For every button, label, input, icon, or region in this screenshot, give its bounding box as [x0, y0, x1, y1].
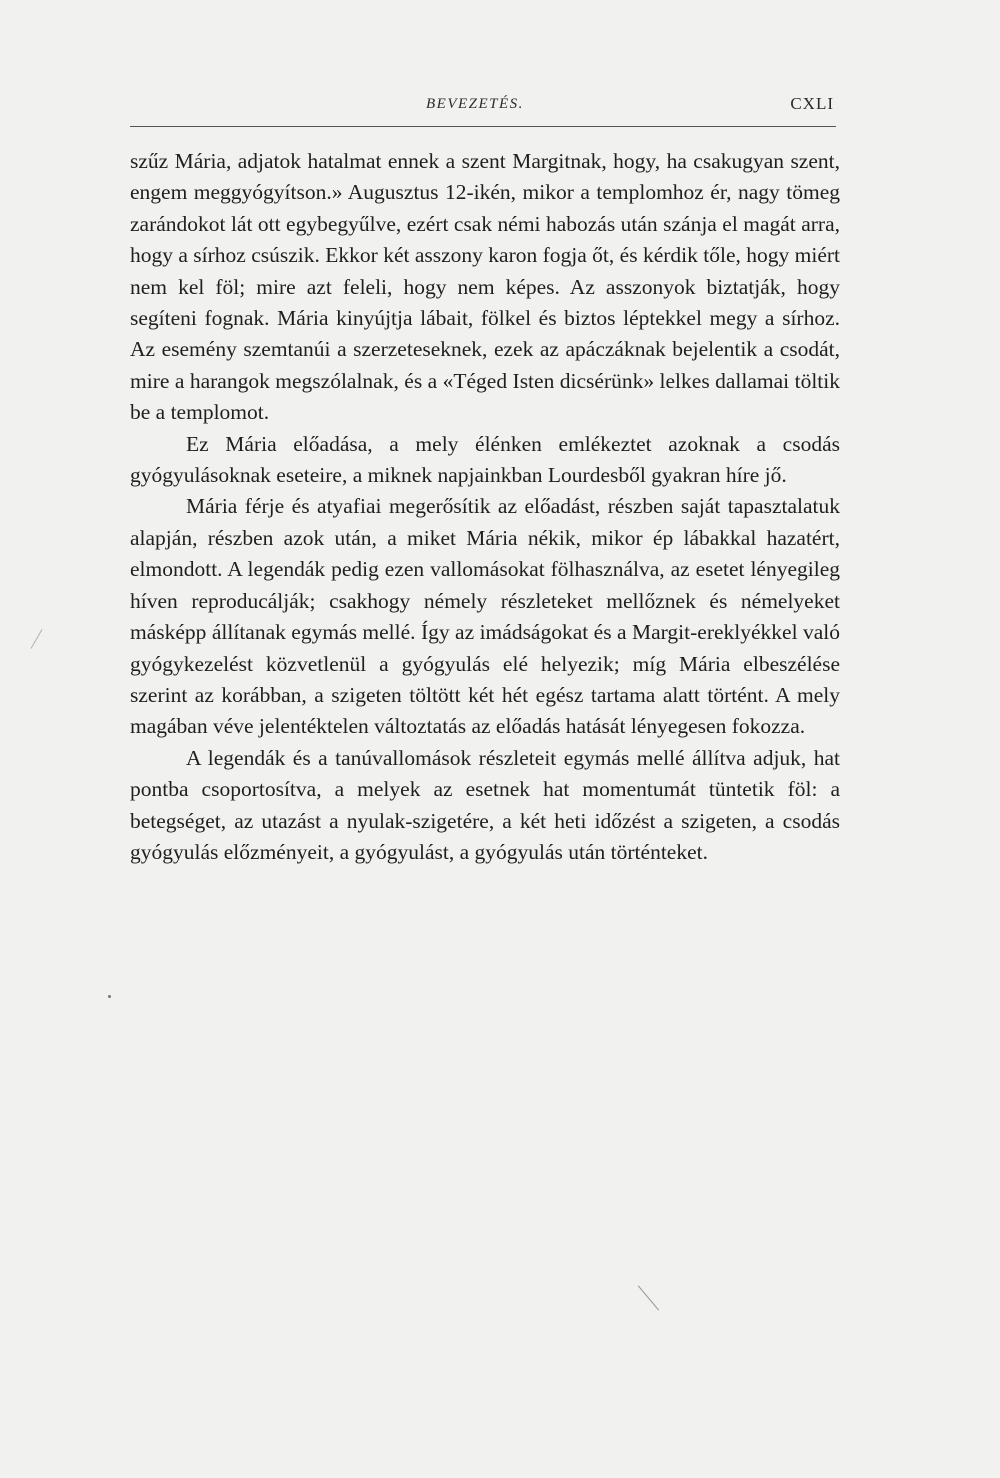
paragraph-4: A legendák és a tanúvallomások részleteit egymás mellé állítva adjuk, hat pontba csoportosítva, a melyek az esetnek hat momentumát tüntetik föl: a betegséget, az utazást a nyulak-szigetére, a két heti időzést a szigeten, a csodás gyógyulás előzményeit, a gyógyulást, a gyógyulás után történteket.	[130, 745, 840, 864]
paragraph-3: Mária férje és atyafiai megerősítik az előadást, részben saját tapasztalatuk alapján, részben azok után, a miket Mária nékik, mikor ép lábakkal hazatért, elmondott. A legendák pedig ezen vallomásokat fölhasználva, az esetet lényegileg híven reproducálják; csakhogy némely részleteket mellőznek és némelyeket másképp állítanak egymás mellé. Így az imádságokat és a Margit-ereklyékkel való gyógykezelést közvetlenül a gyógyulás elé helyezik; míg Mária elbeszélése szerint az korábban, a szigeten töltött két hét egész tartama alatt történt. A mely magában véve jelentéktelen változtatás az előadás hatását lényegesen fokozza.	[130, 494, 840, 739]
header-rule	[130, 126, 836, 127]
page-number: CXLI	[790, 94, 834, 113]
paper-speck	[108, 995, 111, 998]
paper-scratch	[638, 1285, 659, 1310]
running-head	[130, 94, 838, 124]
running-head-title: BEVEZETÉS.	[426, 96, 524, 112]
paragraph-2: Ez Mária előadása, a mely élénken emlékeztet azoknak a csodás gyógyulásoknak eseteire, a miknek napjainkban Lourdesből gyakran híre jő.	[130, 431, 840, 488]
body-text	[130, 146, 840, 868]
paper-scratch	[31, 629, 43, 649]
paragraph-1: szűz Mária, adjatok hatalmat ennek a szent Margitnak, hogy, ha csakugyan szent, engem meggyógyítson.» Augusztus 12-ikén, mikor a templomhoz ér, nagy tömeg zarándokot lát ott egybegyűlve, ezért csak némi habozás után szánja el magát arra, hogy a sírhoz csúszik. Ekkor két asszony karon fogja őt, és kérdik tőle, hogy miért nem kel föl; mire azt feleli, hogy nem képes. Az asszonyok biztatják, hogy segíteni fognak. Mária kinyújtja lábait, fölkel és biztos léptekkel megy a sírhoz. Az esemény szemtanúi a szerzeteseknek, ezek az apáczáknak bejelentik a csodát, mire a harangok megszólalnak, és a «Téged Isten dicsérünk» lelkes dallamai töltik be a templomot.	[130, 149, 840, 425]
